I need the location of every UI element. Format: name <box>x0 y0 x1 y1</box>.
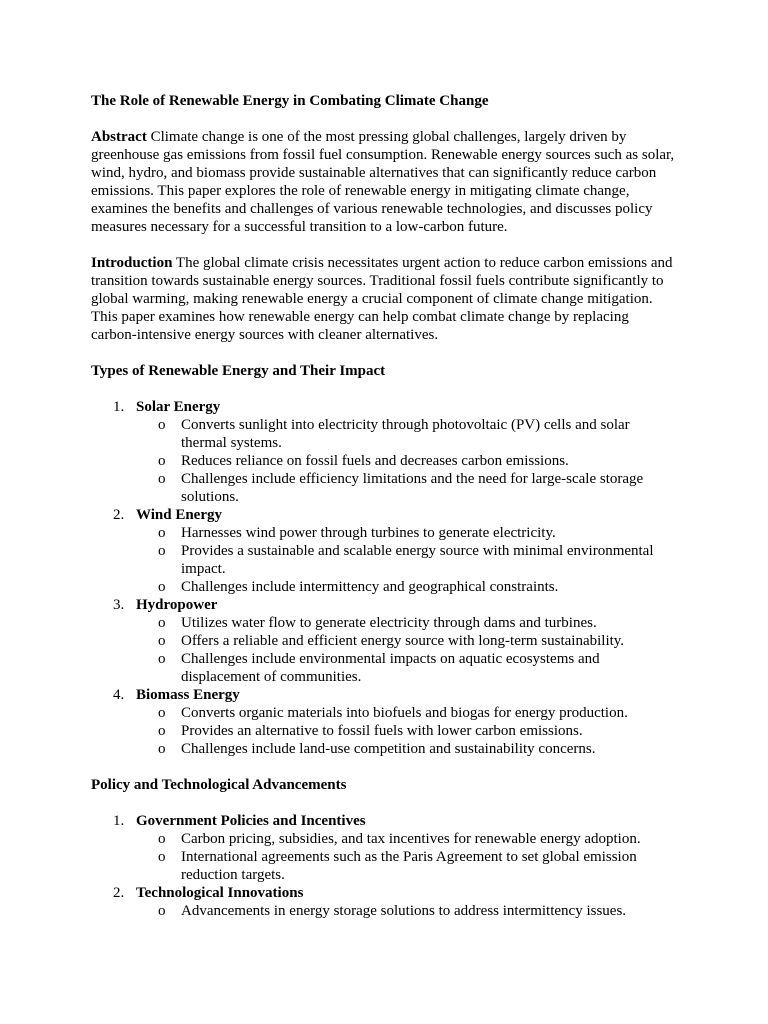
bullet-marker: o <box>158 723 166 739</box>
list-item-wind-energy <box>91 506 711 524</box>
bullet-marker: o <box>158 417 166 433</box>
list-number: 2. <box>113 885 125 901</box>
list-item-title: Government Policies and Incentives <box>136 813 366 829</box>
sub-bullet <box>91 578 711 596</box>
bullet-marker: o <box>158 705 166 721</box>
list-item-title: Technological Innovations <box>136 885 304 901</box>
sub-bullet-text: Converts sunlight into electricity through photovoltaic (PV) cells and solar thermal systems. <box>181 417 630 451</box>
sub-bullet <box>91 704 711 722</box>
sub-bullet-text: Converts organic materials into biofuels and biogas for energy production. <box>181 705 628 721</box>
bullet-marker: o <box>158 741 166 757</box>
sub-bullet-text: Challenges include efficiency limitations and the need for large-scale storage solutions. <box>181 471 644 505</box>
list-item-government-policies <box>91 812 711 830</box>
list-item-solar-energy <box>91 398 711 416</box>
section-heading-types: Types of Renewable Energy and Their Impact <box>91 363 386 379</box>
bullet-marker: o <box>158 471 166 487</box>
sub-bullet <box>91 614 711 632</box>
list-item-title: Hydropower <box>136 597 218 613</box>
sub-bullet <box>91 632 711 650</box>
sub-bullet <box>91 452 711 470</box>
sub-bullet-text: Harnesses wind power through turbines to generate electricity. <box>181 525 556 541</box>
document-body <box>91 92 711 920</box>
sub-bullet <box>91 542 711 578</box>
bullet-marker: o <box>158 651 166 667</box>
list-number: 1. <box>113 813 125 829</box>
section-heading-policy: Policy and Technological Advancements <box>91 777 347 793</box>
bullet-marker: o <box>158 615 166 631</box>
sub-bullet <box>91 470 711 506</box>
bullet-marker: o <box>158 543 166 559</box>
sub-bullet <box>91 902 711 920</box>
sub-bullet-text: Provides an alternative to fossil fuels with lower carbon emissions. <box>181 723 583 739</box>
bullet-marker: o <box>158 579 166 595</box>
list-number: 2. <box>113 507 125 523</box>
sub-bullet <box>91 848 711 884</box>
list-item-title: Biomass Energy <box>136 687 240 703</box>
abstract-paragraph <box>91 128 711 236</box>
sub-bullet-text: Utilizes water flow to generate electricity through dams and turbines. <box>181 615 597 631</box>
list-item-title: Wind Energy <box>136 507 222 523</box>
list-number: 1. <box>113 399 125 415</box>
list-number: 3. <box>113 597 125 613</box>
sub-bullet <box>91 416 711 452</box>
sub-bullet <box>91 830 711 848</box>
list-number: 4. <box>113 687 125 703</box>
sub-bullet <box>91 524 711 542</box>
bullet-marker: o <box>158 525 166 541</box>
sub-bullet-text: Carbon pricing, subsidies, and tax incentives for renewable energy adoption. <box>181 831 641 847</box>
bullet-marker: o <box>158 453 166 469</box>
sub-bullet-text: Reduces reliance on fossil fuels and decreases carbon emissions. <box>181 453 569 469</box>
bullet-marker: o <box>158 831 166 847</box>
sub-bullet-text: Challenges include environmental impacts on aquatic ecosystems and displacement of communities. <box>181 651 600 685</box>
sub-bullet-text: Provides a sustainable and scalable energy source with minimal environmental impact. <box>181 543 654 577</box>
list-item-title: Solar Energy <box>136 399 221 415</box>
document-title: The Role of Renewable Energy in Combating Climate Change <box>91 93 489 109</box>
sub-bullet-text: International agreements such as the Paris Agreement to set global emission reduction targets. <box>181 849 637 883</box>
sub-bullet <box>91 650 711 686</box>
sub-bullet-text: Challenges include intermittency and geographical constraints. <box>181 579 559 595</box>
policy-advancements-list <box>91 812 711 920</box>
sub-bullet-text: Advancements in energy storage solutions to address intermittency issues. <box>181 903 627 919</box>
sub-bullet <box>91 722 711 740</box>
bullet-marker: o <box>158 903 166 919</box>
abstract-text: Climate change is one of the most pressing global challenges, largely driven by greenhouse gas emissions from fossil fuel consumption. Renewable energy sources such as solar, wind, hydro, and biomass provide sustainable alternatives that can significantly reduce carbon emissions. This paper explores the role of renewable energy in mitigating climate change, examines the benefits and challenges of various renewable technologies, and discusses policy measures necessary for a successful transition to a low-carbon future. <box>91 129 675 235</box>
sub-bullet-text: Offers a reliable and efficient energy source with long-term sustainability. <box>181 633 625 649</box>
bullet-marker: o <box>158 633 166 649</box>
introduction-paragraph <box>91 254 711 344</box>
abstract-label: Abstract <box>91 129 147 145</box>
sub-bullet-text: Challenges include land-use competition and sustainability concerns. <box>181 741 596 757</box>
list-item-hydropower <box>91 596 711 614</box>
bullet-marker: o <box>158 849 166 865</box>
sub-bullet <box>91 740 711 758</box>
renewable-types-list <box>91 398 711 758</box>
list-item-technological-innovations <box>91 884 711 902</box>
list-item-biomass-energy <box>91 686 711 704</box>
introduction-label: Introduction <box>91 255 173 271</box>
introduction-text: The global climate crisis necessitates urgent action to reduce carbon emissions and transition towards sustainable energy sources. Traditional fossil fuels contribute significantly to global warming, making renewable energy a crucial component of climate change mitigation. This paper examines how renewable energy can help combat climate change by replacing carbon-intensive energy sources with cleaner alternatives. <box>91 255 673 343</box>
